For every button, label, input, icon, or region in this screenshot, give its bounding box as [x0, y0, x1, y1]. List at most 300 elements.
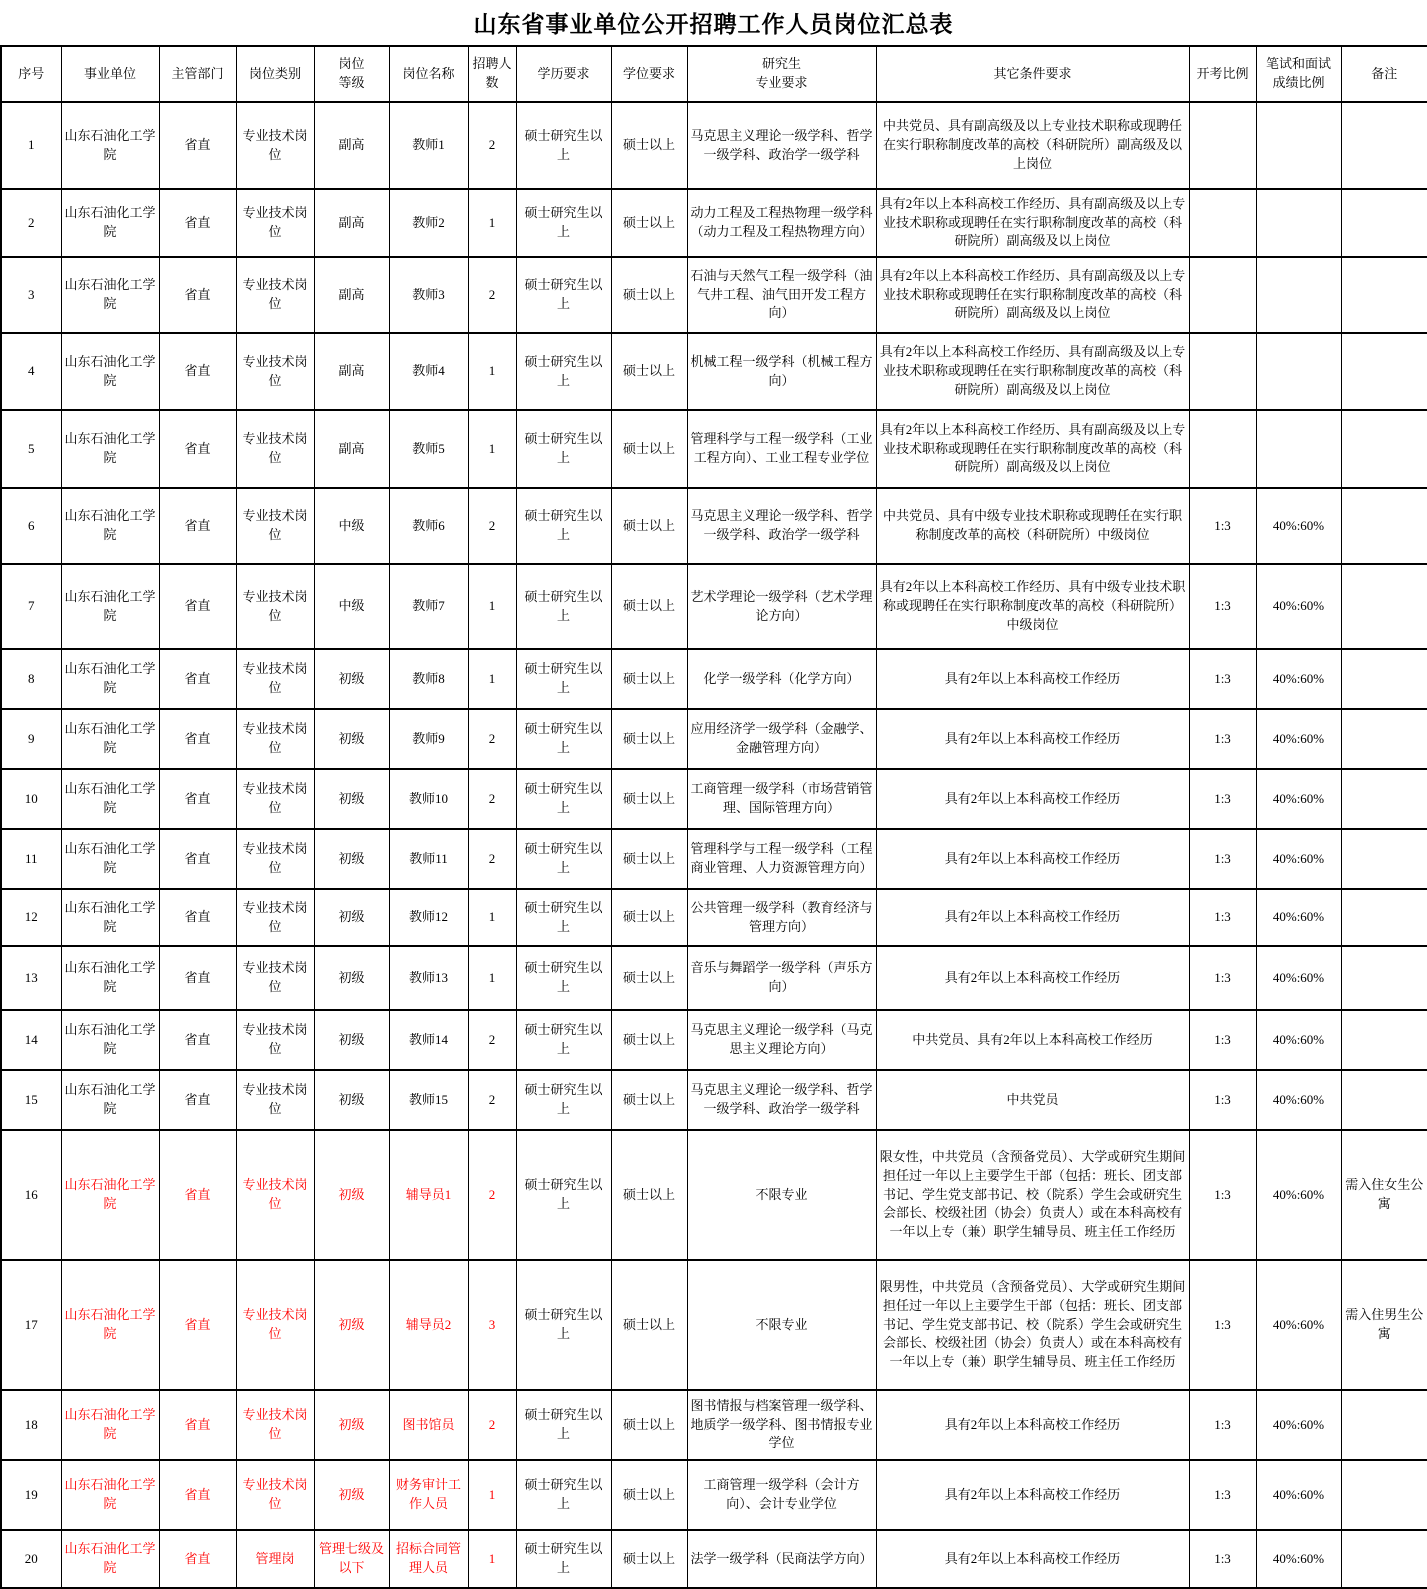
- cell-ratio: 1:3: [1189, 488, 1256, 564]
- cell-remark: [1341, 333, 1427, 410]
- cell-level: 初级: [314, 1010, 389, 1070]
- cell-dept: 省直: [159, 889, 236, 946]
- cell-seq: 9: [1, 709, 61, 769]
- cell-remark: [1341, 1530, 1427, 1588]
- table-row: [1, 189, 1427, 257]
- cell-score_ratio: [1256, 257, 1341, 333]
- cell-name: 教师14: [389, 1010, 468, 1070]
- cell-level: 初级: [314, 889, 389, 946]
- cell-count: 2: [468, 1390, 516, 1460]
- page-title: 山东省事业单位公开招聘工作人员岗位汇总表: [473, 12, 954, 37]
- cell-score_ratio: 40%:60%: [1256, 829, 1341, 889]
- cell-score_ratio: [1256, 333, 1341, 410]
- cell-dept: 省直: [159, 649, 236, 709]
- cell-major: 机械工程一级学科（机械工程方向）: [687, 333, 876, 410]
- cell-edu: 硕士研究生以上: [516, 1010, 611, 1070]
- table-row: [1, 488, 1427, 564]
- cell-other: 限男性，中共党员（含预备党员）、大学或研究生期间担任过一年以上主要学生干部（包括：班长、团支部书记、学生党支部书记、校（院系）学生会或研究生会部长、校级社团（协会）负责人）或在本科高校有一年以上专（兼）职学生辅导员、班主任工作经历: [876, 1260, 1189, 1390]
- table-row: [1, 889, 1427, 946]
- cell-dept: 省直: [159, 410, 236, 488]
- cell-degree: 硕士以上: [611, 189, 687, 257]
- cell-major: 化学一级学科（化学方向）: [687, 649, 876, 709]
- column-header-degree: 学位要求: [611, 46, 687, 102]
- cell-remark: [1341, 410, 1427, 488]
- cell-unit: 山东石油化工学院: [61, 889, 159, 946]
- cell-edu: 硕士研究生以上: [516, 410, 611, 488]
- cell-count: 1: [468, 649, 516, 709]
- cell-count: 1: [468, 564, 516, 649]
- cell-seq: 10: [1, 769, 61, 829]
- cell-ratio: 1:3: [1189, 709, 1256, 769]
- cell-score_ratio: 40%:60%: [1256, 649, 1341, 709]
- cell-unit: 山东石油化工学院: [61, 333, 159, 410]
- cell-major: 公共管理一级学科（教育经济与管理方向）: [687, 889, 876, 946]
- cell-ratio: [1189, 333, 1256, 410]
- cell-degree: 硕士以上: [611, 564, 687, 649]
- cell-remark: [1341, 889, 1427, 946]
- cell-count: 1: [468, 189, 516, 257]
- cell-major: 动力工程及工程热物理一级学科（动力工程及工程热物理方向）: [687, 189, 876, 257]
- cell-other: 具有2年以上本科高校工作经历、具有副高级及以上专业技术职称或现聘任在实行职称制度改革的高校（科研院所）副高级及以上岗位: [876, 257, 1189, 333]
- cell-seq: 17: [1, 1260, 61, 1390]
- column-header-name: 岗位名称: [389, 46, 468, 102]
- cell-ratio: 1:3: [1189, 1070, 1256, 1130]
- cell-unit: 山东石油化工学院: [61, 257, 159, 333]
- cell-dept: 省直: [159, 1390, 236, 1460]
- cell-score_ratio: 40%:60%: [1256, 1530, 1341, 1588]
- cell-dept: 省直: [159, 1530, 236, 1588]
- cell-other: 具有2年以上本科高校工作经历: [876, 946, 1189, 1010]
- cell-dept: 省直: [159, 564, 236, 649]
- cell-unit: 山东石油化工学院: [61, 649, 159, 709]
- cell-score_ratio: 40%:60%: [1256, 1130, 1341, 1260]
- table-row: [1, 649, 1427, 709]
- cell-edu: 硕士研究生以上: [516, 488, 611, 564]
- header-row: [1, 46, 1427, 102]
- cell-dept: 省直: [159, 829, 236, 889]
- cell-count: 2: [468, 1070, 516, 1130]
- cell-degree: 硕士以上: [611, 649, 687, 709]
- cell-major: 不限专业: [687, 1130, 876, 1260]
- cell-other: 具有2年以上本科高校工作经历、具有副高级及以上专业技术职称或现聘任在实行职称制度改革的高校（科研院所）副高级及以上岗位: [876, 410, 1189, 488]
- column-header-other: 其它条件要求: [876, 46, 1189, 102]
- cell-degree: 硕士以上: [611, 257, 687, 333]
- cell-category: 专业技术岗位: [236, 189, 314, 257]
- cell-category: 专业技术岗位: [236, 102, 314, 189]
- cell-ratio: [1189, 189, 1256, 257]
- cell-seq: 12: [1, 889, 61, 946]
- cell-edu: 硕士研究生以上: [516, 1130, 611, 1260]
- cell-seq: 7: [1, 564, 61, 649]
- cell-edu: 硕士研究生以上: [516, 889, 611, 946]
- cell-name: 教师6: [389, 488, 468, 564]
- cell-degree: 硕士以上: [611, 946, 687, 1010]
- cell-name: 教师2: [389, 189, 468, 257]
- cell-major: 马克思主义理论一级学科（马克思主义理论方向）: [687, 1010, 876, 1070]
- cell-level: 中级: [314, 488, 389, 564]
- cell-category: 专业技术岗位: [236, 333, 314, 410]
- cell-seq: 18: [1, 1390, 61, 1460]
- cell-other: 中共党员、具有2年以上本科高校工作经历: [876, 1010, 1189, 1070]
- cell-level: 初级: [314, 946, 389, 1010]
- cell-degree: 硕士以上: [611, 102, 687, 189]
- cell-unit: 山东石油化工学院: [61, 769, 159, 829]
- cell-ratio: 1:3: [1189, 649, 1256, 709]
- cell-score_ratio: 40%:60%: [1256, 1070, 1341, 1130]
- cell-level: 初级: [314, 1130, 389, 1260]
- cell-edu: 硕士研究生以上: [516, 1260, 611, 1390]
- cell-count: 2: [468, 709, 516, 769]
- table-row: [1, 769, 1427, 829]
- cell-name: 教师11: [389, 829, 468, 889]
- cell-degree: 硕士以上: [611, 1130, 687, 1260]
- cell-seq: 8: [1, 649, 61, 709]
- cell-remark: [1341, 1460, 1427, 1530]
- cell-remark: [1341, 257, 1427, 333]
- cell-edu: 硕士研究生以上: [516, 769, 611, 829]
- cell-degree: 硕士以上: [611, 410, 687, 488]
- cell-dept: 省直: [159, 1460, 236, 1530]
- cell-name: 教师10: [389, 769, 468, 829]
- cell-category: 专业技术岗位: [236, 1460, 314, 1530]
- cell-category: 专业技术岗位: [236, 1390, 314, 1460]
- cell-ratio: 1:3: [1189, 829, 1256, 889]
- cell-score_ratio: 40%:60%: [1256, 1260, 1341, 1390]
- cell-remark: [1341, 102, 1427, 189]
- table-row: [1, 1530, 1427, 1588]
- cell-ratio: 1:3: [1189, 1260, 1256, 1390]
- cell-seq: 14: [1, 1010, 61, 1070]
- cell-other: 具有2年以上本科高校工作经历: [876, 769, 1189, 829]
- cell-unit: 山东石油化工学院: [61, 829, 159, 889]
- cell-ratio: 1:3: [1189, 1390, 1256, 1460]
- cell-dept: 省直: [159, 709, 236, 769]
- cell-name: 图书馆员: [389, 1390, 468, 1460]
- table-row: [1, 257, 1427, 333]
- cell-level: 副高: [314, 410, 389, 488]
- cell-degree: 硕士以上: [611, 1260, 687, 1390]
- cell-degree: 硕士以上: [611, 1530, 687, 1588]
- cell-count: 2: [468, 829, 516, 889]
- cell-major: 马克思主义理论一级学科、哲学一级学科、政治学一级学科: [687, 102, 876, 189]
- cell-unit: 山东石油化工学院: [61, 410, 159, 488]
- cell-ratio: 1:3: [1189, 1130, 1256, 1260]
- table-row: [1, 1070, 1427, 1130]
- cell-unit: 山东石油化工学院: [61, 1460, 159, 1530]
- cell-major: 工商管理一级学科（市场营销管理、国际管理方向）: [687, 769, 876, 829]
- cell-unit: 山东石油化工学院: [61, 946, 159, 1010]
- cell-other: 具有2年以上本科高校工作经历、具有副高级及以上专业技术职称或现聘任在实行职称制度改革的高校（科研院所）副高级及以上岗位: [876, 189, 1189, 257]
- cell-category: 专业技术岗位: [236, 257, 314, 333]
- cell-category: 专业技术岗位: [236, 769, 314, 829]
- cell-seq: 6: [1, 488, 61, 564]
- cell-level: 管理七级及以下: [314, 1530, 389, 1588]
- cell-other: 限女性，中共党员（含预备党员）、大学或研究生期间担任过一年以上主要学生干部（包括：班长、团支部书记、学生党支部书记、校（院系）学生会或研究生会部长、校级社团（协会）负责人）或在本科高校有一年以上专（兼）职学生辅导员、班主任工作经历: [876, 1130, 1189, 1260]
- cell-category: 专业技术岗位: [236, 946, 314, 1010]
- cell-major: 图书情报与档案管理一级学科、地质学一级学科、图书情报专业学位: [687, 1390, 876, 1460]
- cell-dept: 省直: [159, 189, 236, 257]
- column-header-category: 岗位类别: [236, 46, 314, 102]
- cell-major: 应用经济学一级学科（金融学、金融管理方向）: [687, 709, 876, 769]
- cell-count: 2: [468, 1010, 516, 1070]
- column-header-remark: 备注: [1341, 46, 1427, 102]
- cell-major: 马克思主义理论一级学科、哲学一级学科、政治学一级学科: [687, 1070, 876, 1130]
- cell-edu: 硕士研究生以上: [516, 189, 611, 257]
- cell-other: 具有2年以上本科高校工作经历、具有中级专业技术职称或现聘任在实行职称制度改革的高校（科研院所）中级岗位: [876, 564, 1189, 649]
- cell-name: 教师4: [389, 333, 468, 410]
- table-row: [1, 946, 1427, 1010]
- column-header-ratio: 开考比例: [1189, 46, 1256, 102]
- cell-score_ratio: 40%:60%: [1256, 1460, 1341, 1530]
- cell-edu: 硕士研究生以上: [516, 1070, 611, 1130]
- cell-category: 专业技术岗位: [236, 1010, 314, 1070]
- cell-name: 教师9: [389, 709, 468, 769]
- cell-degree: 硕士以上: [611, 1070, 687, 1130]
- table-row: [1, 709, 1427, 769]
- cell-dept: 省直: [159, 257, 236, 333]
- cell-edu: 硕士研究生以上: [516, 1390, 611, 1460]
- table-row: [1, 1460, 1427, 1530]
- cell-unit: 山东石油化工学院: [61, 1390, 159, 1460]
- cell-level: 中级: [314, 564, 389, 649]
- cell-degree: 硕士以上: [611, 333, 687, 410]
- cell-category: 专业技术岗位: [236, 1260, 314, 1390]
- cell-edu: 硕士研究生以上: [516, 946, 611, 1010]
- table-row: [1, 102, 1427, 189]
- cell-degree: 硕士以上: [611, 709, 687, 769]
- cell-degree: 硕士以上: [611, 769, 687, 829]
- cell-degree: 硕士以上: [611, 889, 687, 946]
- cell-seq: 13: [1, 946, 61, 1010]
- cell-count: 2: [468, 1130, 516, 1260]
- cell-seq: 3: [1, 257, 61, 333]
- table-row: [1, 1130, 1427, 1260]
- cell-other: 具有2年以上本科高校工作经历: [876, 1460, 1189, 1530]
- cell-name: 财务审计工作人员: [389, 1460, 468, 1530]
- cell-level: 初级: [314, 1390, 389, 1460]
- cell-level: 初级: [314, 709, 389, 769]
- cell-dept: 省直: [159, 1260, 236, 1390]
- cell-score_ratio: 40%:60%: [1256, 1390, 1341, 1460]
- cell-unit: 山东石油化工学院: [61, 1010, 159, 1070]
- cell-category: 管理岗: [236, 1530, 314, 1588]
- cell-remark: [1341, 1390, 1427, 1460]
- cell-remark: [1341, 709, 1427, 769]
- cell-dept: 省直: [159, 488, 236, 564]
- cell-dept: 省直: [159, 946, 236, 1010]
- cell-score_ratio: 40%:60%: [1256, 488, 1341, 564]
- cell-ratio: 1:3: [1189, 1530, 1256, 1588]
- cell-level: 初级: [314, 1460, 389, 1530]
- cell-ratio: 1:3: [1189, 889, 1256, 946]
- cell-seq: 19: [1, 1460, 61, 1530]
- table-row: [1, 1010, 1427, 1070]
- cell-unit: 山东石油化工学院: [61, 1130, 159, 1260]
- cell-edu: 硕士研究生以上: [516, 709, 611, 769]
- cell-name: 教师7: [389, 564, 468, 649]
- table-row: [1, 829, 1427, 889]
- cell-count: 1: [468, 946, 516, 1010]
- cell-unit: 山东石油化工学院: [61, 1070, 159, 1130]
- cell-remark: [1341, 1070, 1427, 1130]
- cell-score_ratio: 40%:60%: [1256, 709, 1341, 769]
- cell-ratio: [1189, 410, 1256, 488]
- cell-major: 马克思主义理论一级学科、哲学一级学科、政治学一级学科: [687, 488, 876, 564]
- table-body: [1, 102, 1427, 1588]
- cell-remark: [1341, 564, 1427, 649]
- positions-table: [0, 45, 1427, 1589]
- cell-major: 石油与天然气工程一级学科（油气井工程、油气田开发工程方向）: [687, 257, 876, 333]
- table-row: [1, 1390, 1427, 1460]
- cell-seq: 11: [1, 829, 61, 889]
- cell-other: 具有2年以上本科高校工作经历: [876, 649, 1189, 709]
- cell-major: 管理科学与工程一级学科（工业工程方向）、工业工程专业学位: [687, 410, 876, 488]
- cell-seq: 20: [1, 1530, 61, 1588]
- cell-seq: 1: [1, 102, 61, 189]
- cell-score_ratio: 40%:60%: [1256, 889, 1341, 946]
- cell-major: 艺术学理论一级学科（艺术学理论方向）: [687, 564, 876, 649]
- cell-level: 初级: [314, 769, 389, 829]
- cell-other: 中共党员、具有副高级及以上专业技术职称或现聘任在实行职称制度改革的高校（科研院所）副高级及以上岗位: [876, 102, 1189, 189]
- cell-level: 初级: [314, 649, 389, 709]
- cell-other: 具有2年以上本科高校工作经历: [876, 1390, 1189, 1460]
- cell-level: 初级: [314, 829, 389, 889]
- cell-remark: [1341, 649, 1427, 709]
- cell-count: 2: [468, 257, 516, 333]
- cell-seq: 16: [1, 1130, 61, 1260]
- column-header-score_ratio: 笔试和面试 成绩比例: [1256, 46, 1341, 102]
- cell-ratio: 1:3: [1189, 946, 1256, 1010]
- cell-score_ratio: 40%:60%: [1256, 564, 1341, 649]
- cell-dept: 省直: [159, 102, 236, 189]
- cell-count: 1: [468, 1460, 516, 1530]
- table-row: [1, 1260, 1427, 1390]
- column-header-unit: 事业单位: [61, 46, 159, 102]
- table-row: [1, 333, 1427, 410]
- cell-remark: 需入住女生公寓: [1341, 1130, 1427, 1260]
- cell-other: 具有2年以上本科高校工作经历、具有副高级及以上专业技术职称或现聘任在实行职称制度改革的高校（科研院所）副高级及以上岗位: [876, 333, 1189, 410]
- cell-count: 1: [468, 333, 516, 410]
- cell-edu: 硕士研究生以上: [516, 1530, 611, 1588]
- cell-category: 专业技术岗位: [236, 410, 314, 488]
- cell-count: 2: [468, 102, 516, 189]
- cell-count: 2: [468, 488, 516, 564]
- cell-count: 2: [468, 769, 516, 829]
- cell-degree: 硕士以上: [611, 1010, 687, 1070]
- cell-edu: 硕士研究生以上: [516, 564, 611, 649]
- cell-other: 中共党员、具有中级专业技术职称或现聘任在实行职称制度改革的高校（科研院所）中级岗位: [876, 488, 1189, 564]
- column-header-major: 研究生 专业要求: [687, 46, 876, 102]
- cell-ratio: [1189, 102, 1256, 189]
- cell-unit: 山东石油化工学院: [61, 189, 159, 257]
- cell-edu: 硕士研究生以上: [516, 829, 611, 889]
- cell-seq: 4: [1, 333, 61, 410]
- cell-category: 专业技术岗位: [236, 564, 314, 649]
- cell-seq: 2: [1, 189, 61, 257]
- cell-edu: 硕士研究生以上: [516, 649, 611, 709]
- cell-level: 副高: [314, 257, 389, 333]
- cell-score_ratio: [1256, 102, 1341, 189]
- column-header-edu: 学历要求: [516, 46, 611, 102]
- cell-level: 副高: [314, 102, 389, 189]
- cell-category: 专业技术岗位: [236, 709, 314, 769]
- cell-score_ratio: [1256, 189, 1341, 257]
- column-header-seq: 序号: [1, 46, 61, 102]
- cell-name: 招标合同管理人员: [389, 1530, 468, 1588]
- cell-count: 1: [468, 410, 516, 488]
- cell-remark: [1341, 946, 1427, 1010]
- cell-edu: 硕士研究生以上: [516, 1460, 611, 1530]
- cell-other: 具有2年以上本科高校工作经历: [876, 1530, 1189, 1588]
- cell-ratio: 1:3: [1189, 1460, 1256, 1530]
- cell-name: 辅导员2: [389, 1260, 468, 1390]
- cell-remark: [1341, 488, 1427, 564]
- table-row: [1, 564, 1427, 649]
- cell-category: 专业技术岗位: [236, 829, 314, 889]
- cell-degree: 硕士以上: [611, 1390, 687, 1460]
- cell-level: 初级: [314, 1260, 389, 1390]
- cell-category: 专业技术岗位: [236, 488, 314, 564]
- cell-degree: 硕士以上: [611, 488, 687, 564]
- cell-count: 1: [468, 889, 516, 946]
- cell-score_ratio: 40%:60%: [1256, 946, 1341, 1010]
- cell-dept: 省直: [159, 1010, 236, 1070]
- cell-score_ratio: [1256, 410, 1341, 488]
- cell-edu: 硕士研究生以上: [516, 257, 611, 333]
- cell-ratio: 1:3: [1189, 564, 1256, 649]
- column-header-level: 岗位 等级: [314, 46, 389, 102]
- cell-other: 具有2年以上本科高校工作经历: [876, 889, 1189, 946]
- cell-level: 初级: [314, 1070, 389, 1130]
- cell-major: 工商管理一级学科（会计方向）、会计专业学位: [687, 1460, 876, 1530]
- cell-dept: 省直: [159, 769, 236, 829]
- cell-category: 专业技术岗位: [236, 649, 314, 709]
- cell-name: 辅导员1: [389, 1130, 468, 1260]
- cell-other: 具有2年以上本科高校工作经历: [876, 709, 1189, 769]
- cell-unit: 山东石油化工学院: [61, 102, 159, 189]
- cell-edu: 硕士研究生以上: [516, 333, 611, 410]
- cell-category: 专业技术岗位: [236, 1070, 314, 1130]
- cell-unit: 山东石油化工学院: [61, 1260, 159, 1390]
- cell-ratio: [1189, 257, 1256, 333]
- cell-level: 副高: [314, 333, 389, 410]
- cell-remark: 需入住男生公寓: [1341, 1260, 1427, 1390]
- cell-count: 3: [468, 1260, 516, 1390]
- cell-major: 管理科学与工程一级学科（工程商业管理、人力资源管理方向）: [687, 829, 876, 889]
- cell-ratio: 1:3: [1189, 1010, 1256, 1070]
- cell-unit: 山东石油化工学院: [61, 1530, 159, 1588]
- cell-score_ratio: 40%:60%: [1256, 1010, 1341, 1070]
- cell-name: 教师1: [389, 102, 468, 189]
- cell-name: 教师12: [389, 889, 468, 946]
- cell-name: 教师8: [389, 649, 468, 709]
- cell-degree: 硕士以上: [611, 1460, 687, 1530]
- table-row: [1, 410, 1427, 488]
- cell-category: 专业技术岗位: [236, 889, 314, 946]
- cell-unit: 山东石油化工学院: [61, 709, 159, 769]
- cell-name: 教师3: [389, 257, 468, 333]
- column-header-dept: 主管部门: [159, 46, 236, 102]
- cell-unit: 山东石油化工学院: [61, 488, 159, 564]
- cell-dept: 省直: [159, 1070, 236, 1130]
- cell-name: 教师13: [389, 946, 468, 1010]
- cell-remark: [1341, 189, 1427, 257]
- cell-remark: [1341, 769, 1427, 829]
- column-header-count: 招聘人 数: [468, 46, 516, 102]
- cell-name: 教师15: [389, 1070, 468, 1130]
- cell-ratio: 1:3: [1189, 769, 1256, 829]
- cell-remark: [1341, 829, 1427, 889]
